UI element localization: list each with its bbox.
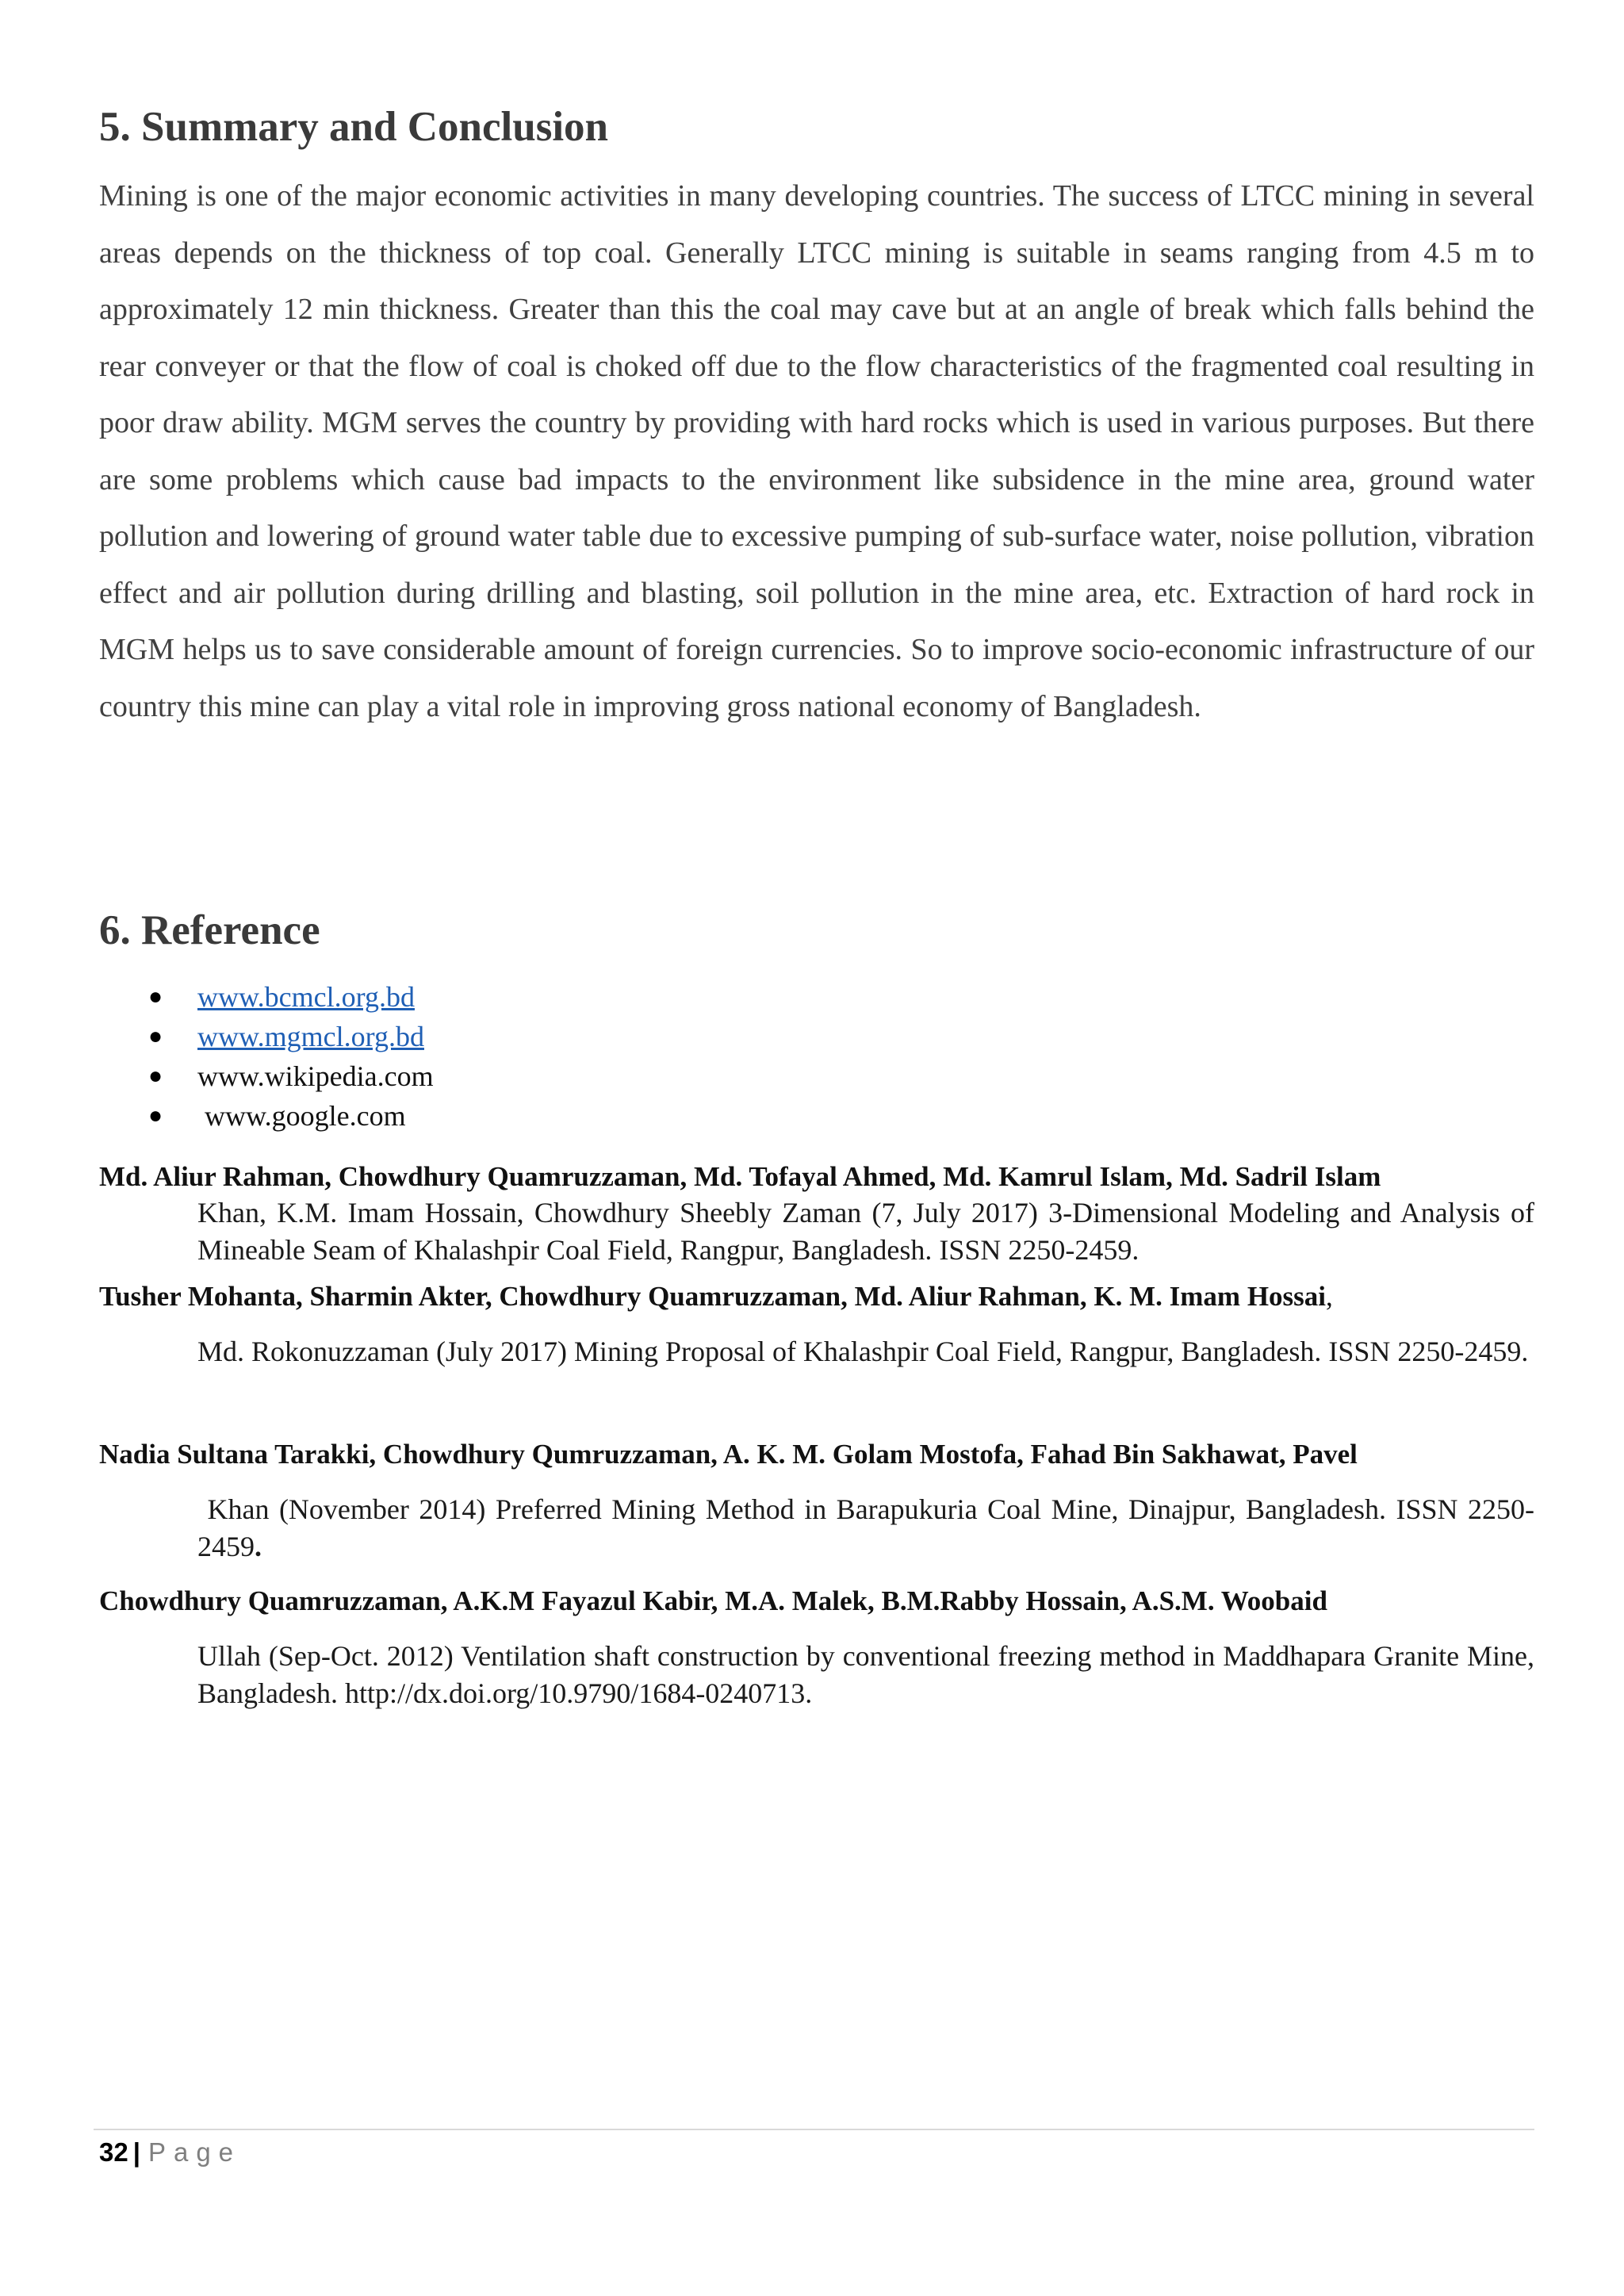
footer-separator: |: [132, 2137, 140, 2167]
reference-link-list: [99, 977, 434, 1136]
reference-list-item: [99, 977, 434, 1017]
reference-authors: [99, 1279, 1534, 1314]
reference-list-item: [99, 1096, 434, 1136]
footer-divider: [94, 2129, 1534, 2130]
reference-authors: Chowdhury Quamruzzaman, A.K.M Fayazul Kabir, M.A. Malek, B.M.Rabby Hossain, A.S.M. Woobaid: [99, 1585, 1327, 1616]
reference-authors-suffix: ,: [1326, 1281, 1333, 1312]
reference-details: Md. Rokonuzzaman (July 2017) Mining Proposal of Khalashpir Coal Field, Rangpur, Bangladesh. ISSN 2250-2459.: [197, 1336, 1529, 1367]
reference-details: Ullah (Sep-Oct. 2012) Ventilation shaft construction by conventional freezing method in Maddhapara Granite Mine, Bangladesh. http://dx.doi.org/10.9790/1684-0240713.: [197, 1640, 1534, 1709]
wikipedia-reference: www.wikipedia.com: [197, 1060, 434, 1092]
bullet-icon: ●: [148, 1023, 163, 1049]
reference-entry-4: [99, 1584, 1534, 1712]
summary-heading: 5. Summary and Conclusion: [99, 104, 609, 150]
reference-list-item: [99, 1056, 434, 1096]
bullet-icon: ●: [148, 983, 163, 1010]
reference-authors-text: Tusher Mohanta, Sharmin Akter, Chowdhury Quamruzzaman, Md. Aliur Rahman, K. M. Imam Hossai: [99, 1281, 1327, 1312]
page-footer: [99, 2137, 241, 2168]
reference-entry-1: [99, 1159, 1534, 1269]
page-label: Page: [147, 2137, 242, 2167]
reference-entry-3: [99, 1437, 1534, 1566]
reference-list-item: [99, 1017, 434, 1056]
google-reference: www.google.com: [197, 1100, 406, 1132]
mgmcl-link[interactable]: www.mgmcl.org.bd: [197, 1021, 424, 1052]
summary-paragraph: Mining is one of the major economic activities in many developing countries. The success of LTCC mining in several areas depends on the thickness of top coal. Generally LTCC mining is suitable in seams ranging from 4.5 m to approximately 12 min thickness. Greater than this the coal may cave but at an angle of break which falls behind the rear conveyer or that the flow of coal is choked off due to the flow characteristics of the fragmented coal resulting in poor draw ability. MGM serves the country by providing with hard rocks which is used in various purposes. But there are some problems which cause bad impacts to the environment like subsidence in the mine area, ground water pollution and lowering of ground water table due to excessive pumping of sub-surface water, noise pollution, vibration effect and air pollution during drilling and blasting, soil pollution in the mine area, etc. Extraction of hard rock in MGM helps us to save considerable amount of foreign currencies. So to improve socio-economic infrastructure of our country this mine can play a vital role in improving gross national economy of Bangladesh.: [99, 179, 1534, 723]
reference-heading: 6. Reference: [99, 907, 320, 953]
bullet-icon: ●: [148, 1063, 163, 1089]
bcmcl-link[interactable]: www.bcmcl.org.bd: [197, 981, 415, 1013]
reference-authors: Nadia Sultana Tarakki, Chowdhury Qumruzzaman, A. K. M. Golam Mostofa, Fahad Bin Sakhawat, Pavel: [99, 1439, 1358, 1470]
reference-details: [99, 1491, 1534, 1566]
reference-details-end: .: [255, 1531, 262, 1562]
page-number: 32: [99, 2137, 128, 2167]
reference-details: Khan, K.M. Imam Hossain, Chowdhury Sheebly Zaman (7, July 2017) 3-Dimensional Modeling and Analysis of Mineable Seam of Khalashpir Coal Field, Rangpur, Bangladesh. ISSN 2250-2459.: [197, 1197, 1534, 1266]
reference-details-text: Khan (November 2014) Preferred Mining Method in Barapukuria Coal Mine, Dinajpur, Bangladesh. ISSN 2250-2459: [197, 1493, 1534, 1562]
reference-entry-2: [99, 1279, 1534, 1370]
reference-authors: Md. Aliur Rahman, Chowdhury Quamruzzaman, Md. Tofayal Ahmed, Md. Kamrul Islam, Md. Sadril Islam: [99, 1161, 1381, 1192]
bullet-icon: ●: [148, 1102, 163, 1129]
